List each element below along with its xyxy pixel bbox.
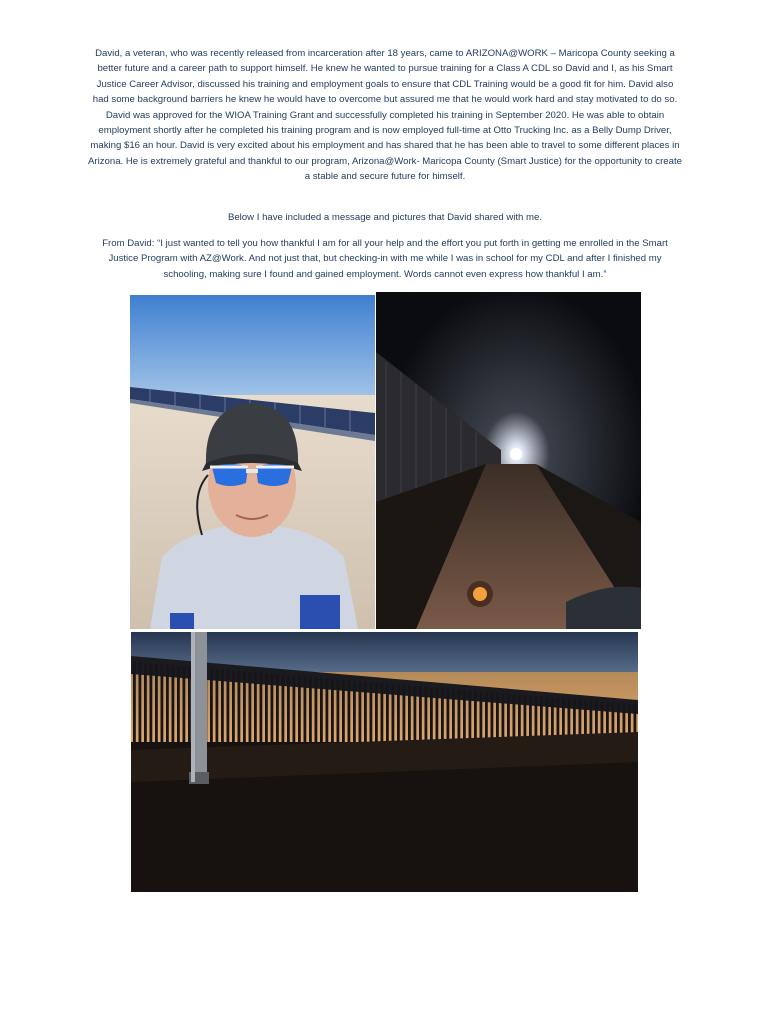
story-paragraph: David, a veteran, who was recently released from incarceration after 18 years, came to ARIZONA@WORK – Maricopa County seeking a better future and a career path to support himself. He knew he wanted to pursue training for a Class A CDL so David and I, as his Smart Justice Career Advisor, discussed his training and employment goals to ensure that CDL Training would be a good fit for him. David also had some background barriers he knew he would have to overcome but assured me that he would work hard and stay motivated to do so. David was approved for the WIOA Training Grant and successfully completed his training in September 2020. He was able to obtain employment shortly after he completed his training program and is now employed full-time at Otto Trucking Inc. as a Belly Dump Driver, making $16 an hour. David is very excited about his employment and has shared that he has been able to travel to some different places in Arizona. He is extremely grateful and thankful to our program, Arizona@Work- Maricopa County (Smart Justice) for the opportunity to create a stable and secure future for himself. xyxy=(88,48,682,183)
intro-sentence: Below I have included a message and pictures that David shared with me. xyxy=(227,212,543,223)
david-quote-paragraph: From David: “I just wanted to tell you how thankful I am for all your help and the effort you put forth in getting me enrolled in the Smart Justice Program with AZ@Work. And not just that, but checking-in with me while I was in school for my CDL and after I finished my schooling, making sure I found and gained employment. Words cannot even express how thankful I am.” xyxy=(102,238,668,280)
selfie-photo xyxy=(130,295,375,629)
night-road-photo xyxy=(376,292,641,629)
border-fence-photo xyxy=(131,632,638,892)
